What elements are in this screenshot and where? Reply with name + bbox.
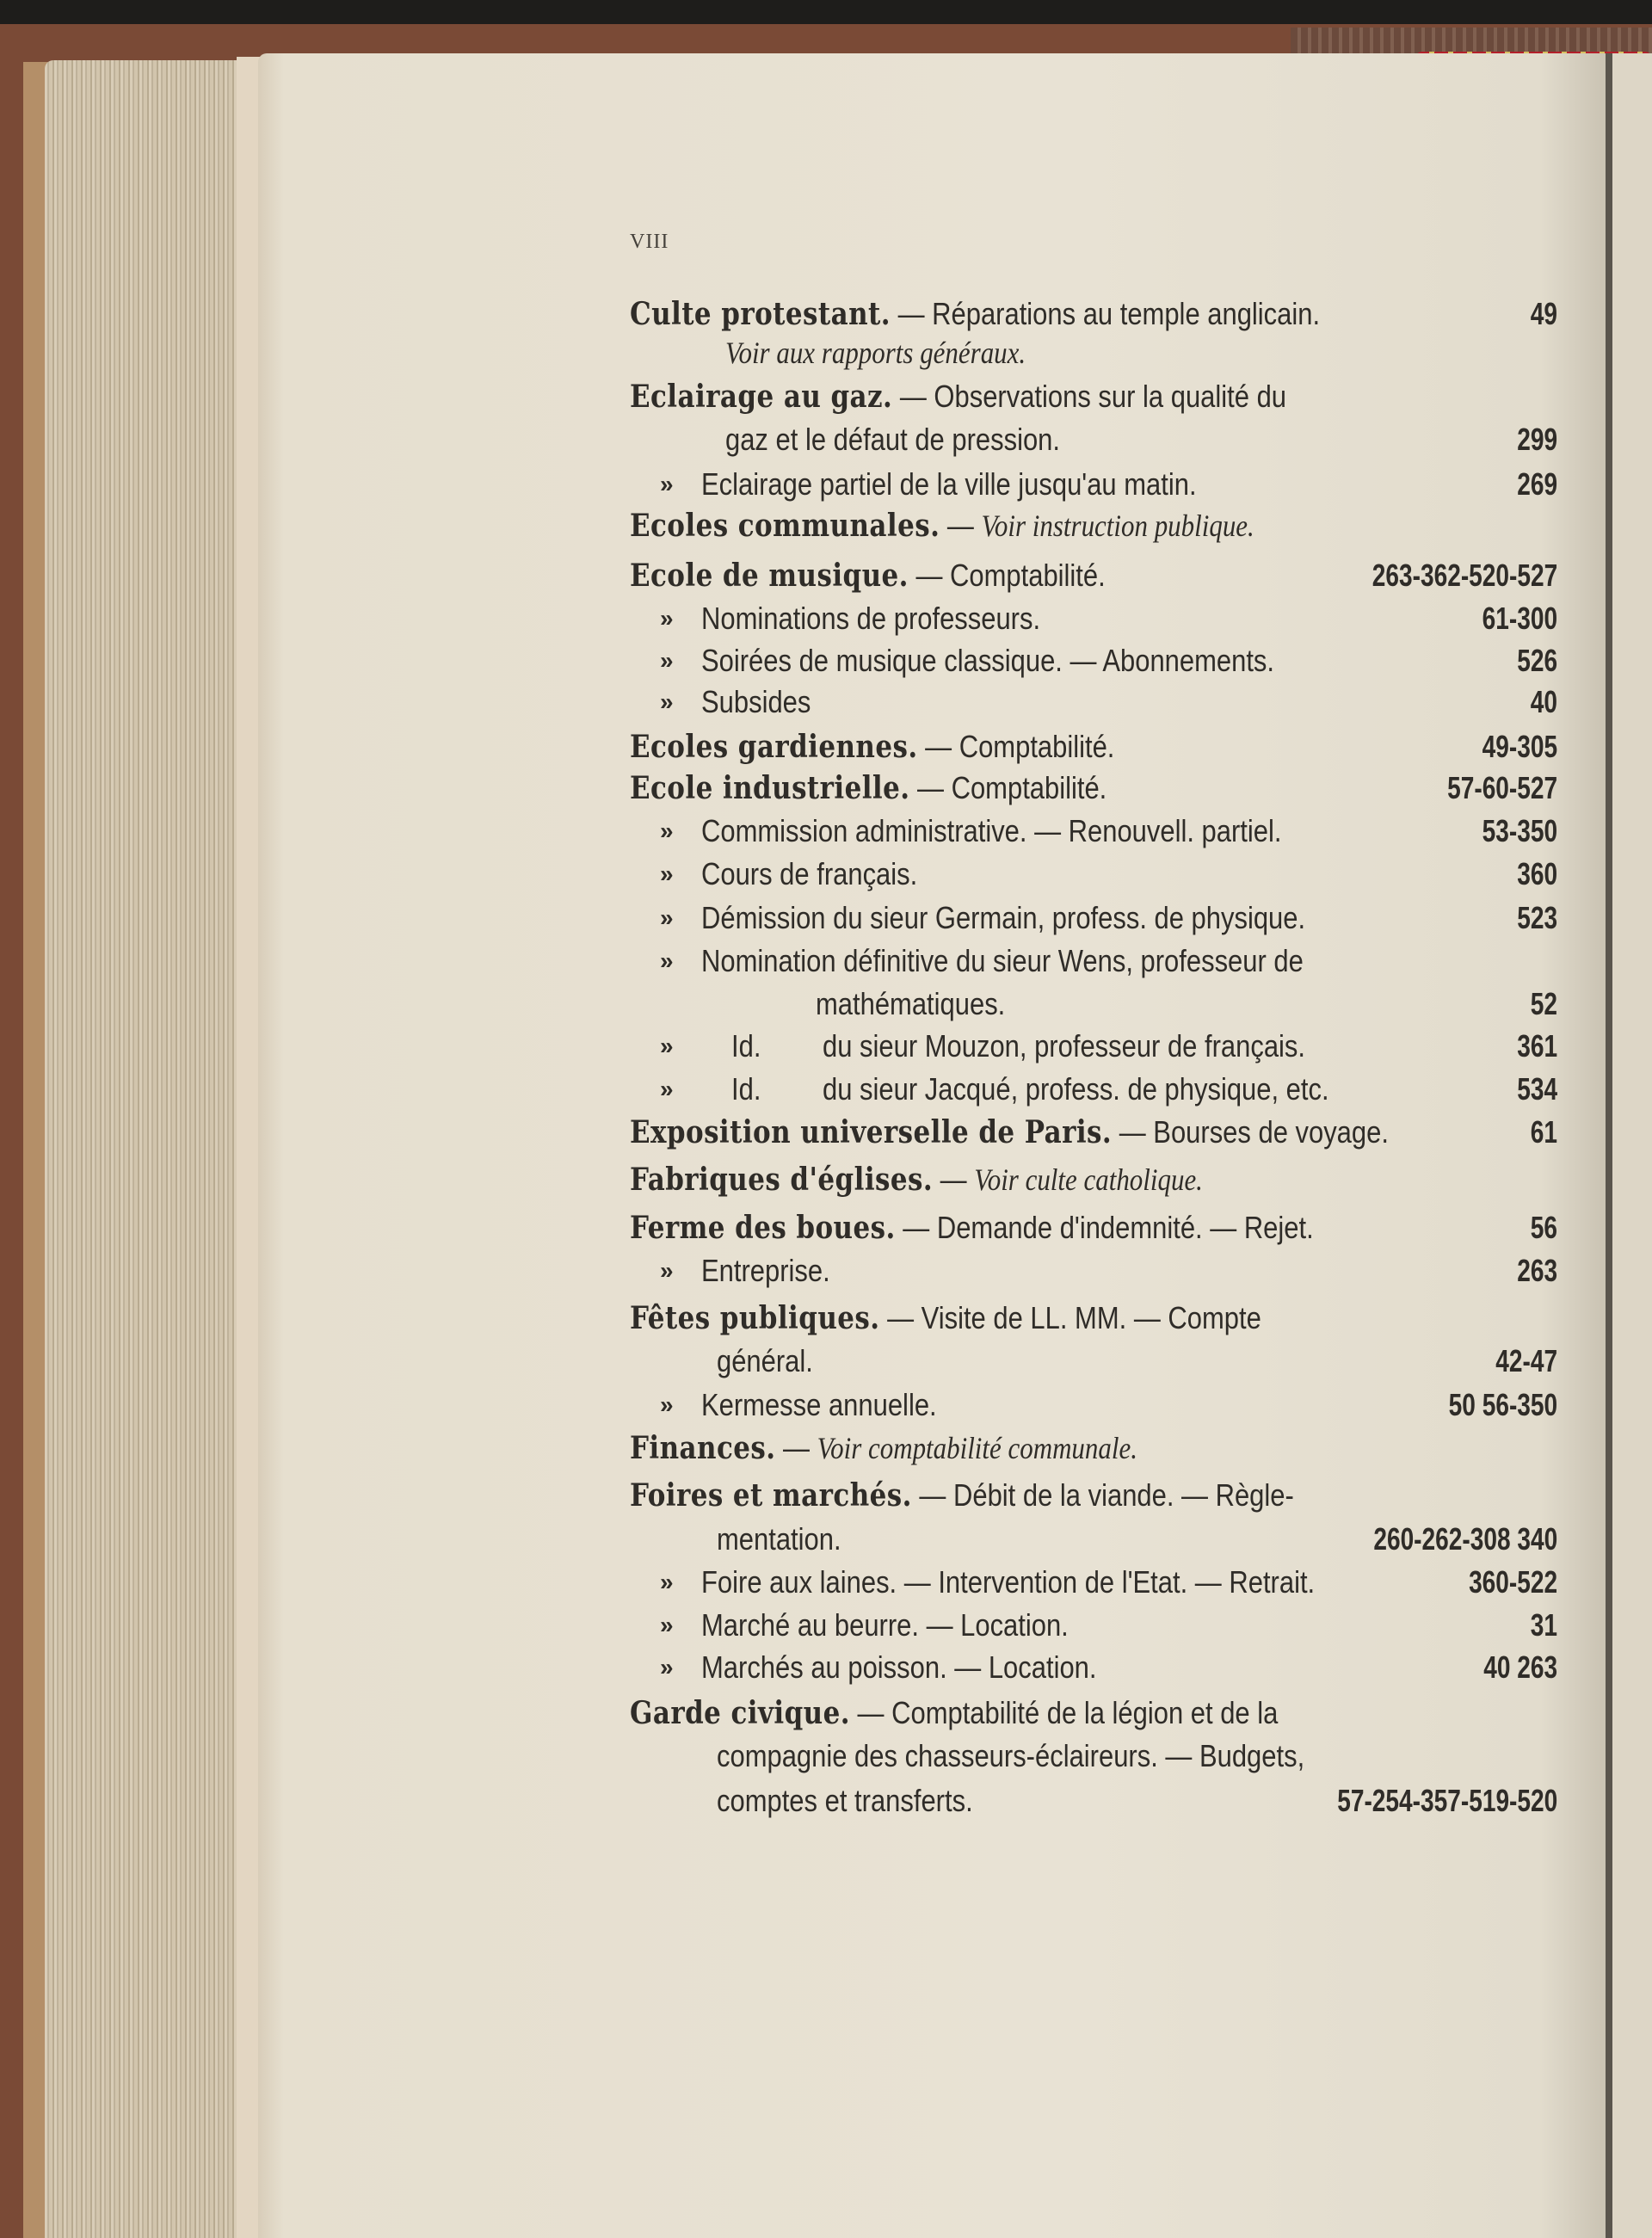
entry-heading: Ferme des boues. [630,1210,896,1246]
entry-description: Subsides [701,684,811,719]
entry-description: Eclairage partiel de la ville jusqu'au matin. [701,466,1197,502]
entry-description: Marché au beurre. — Location. [701,1607,1069,1643]
index-entry-line [0,1027,1652,1065]
entry-description: — Comptabilité. [908,558,1106,593]
entry-text [701,1649,1096,1686]
page-references: 50 56-350 [1448,1387,1557,1422]
cross-reference: Voir comptabilité communale. [817,1431,1137,1465]
index-entry-line [0,507,1652,545]
page-references: 360-522 [1468,1564,1557,1600]
entry-text [823,1027,1305,1065]
entry-description: — Bourses de voyage. [1112,1114,1389,1150]
index-entry-line [0,855,1652,893]
entry-text [701,942,1304,980]
ditto-marker: » [660,947,674,974]
page-references: 263-362-520-527 [1372,558,1557,593]
ditto-marker: » [660,1257,674,1284]
entry-description: — Visite de LL. MM. — Compte [879,1300,1261,1335]
entry-text [630,1209,1314,1247]
index-entry-line [0,295,1652,333]
page-references: 49 [1530,296,1557,331]
entry-text [701,899,1305,937]
entry-description: — Réparations au temple anglicain. [890,296,1321,331]
entry-text [630,507,1254,545]
entry-heading: Ecole industrielle. [630,770,910,806]
ditto-marker: » [660,1033,674,1059]
page-references: 53-350 [1482,813,1557,848]
scanner-top-border [0,0,1652,24]
index-entry-line [0,1113,1652,1151]
entry-text [701,600,1040,638]
page-references: 299 [1517,422,1557,457]
cross-reference: Voir aux rapports généraux. [725,336,1026,370]
entry-description: — Comptabilité. [917,729,1115,764]
entry-description: mathématiques. [816,986,1006,1021]
entry-description: comptes et transferts. [717,1783,973,1818]
index-entry-line [0,1252,1652,1290]
entry-description: Foire aux laines. — Intervention de l'Etat. — Retrait. [701,1564,1316,1600]
entry-heading: Ecoles gardiennes. [630,729,918,765]
entry-description: Commission administrative. — Renouvell. partiel. [701,813,1282,848]
index-entry-line [0,899,1652,937]
entry-description: Entreprise. [701,1253,830,1288]
ditto-marker: » [660,817,674,844]
page-references: 52 [1530,986,1557,1021]
entry-text [701,683,811,721]
entry-description: — Comptabilité de la légion et de la [849,1695,1279,1730]
entry-description: Soirées de musique classique. — Abonnements. [701,643,1275,678]
page-references: 360 [1517,856,1557,891]
ditto-marker: » [660,1612,674,1638]
index-entry-line [0,1429,1652,1467]
index-entry-line [0,812,1652,850]
ditto-marker: » [660,904,674,931]
ditto-marker: » [660,605,674,632]
cross-reference: Voir culte catholique. [974,1162,1203,1197]
index-entry-line [0,642,1652,680]
entry-text [717,1520,841,1558]
entry-text [630,1429,1137,1467]
index-entry-line [0,1161,1652,1199]
entry-text [725,334,1026,372]
entry-text [823,1070,1329,1108]
entry-description: Démission du sieur Germain, profess. de physique. [701,900,1306,935]
entry-heading: Finances. [630,1430,776,1466]
page-references: 269 [1517,466,1557,502]
index-entry-line [0,378,1652,416]
ditto-marker: » [660,471,674,497]
index-entry-line [0,1563,1652,1601]
cross-reference: Voir instruction publique. [981,509,1254,543]
entry-text [630,769,1106,807]
index-entry-line [0,1649,1652,1686]
entry-text [630,1477,1294,1514]
index-entry-line [0,1782,1652,1820]
entry-heading: Ecoles communales. [630,508,940,544]
entry-description: mentation. [717,1521,841,1557]
entry-description: — Observations sur la qualité du [892,379,1287,414]
entry-description: compagnie des chasseurs-éclaireurs. — Budgets, [717,1738,1305,1773]
index-entry-line [0,728,1652,766]
entry-description: du sieur Mouzon, professeur de français. [823,1028,1306,1064]
ditto-marker: » [660,647,674,674]
entry-text [630,1161,1203,1199]
entry-heading: Garde civique. [630,1695,850,1731]
index-entry-line [0,1477,1652,1514]
index-entry-line [0,683,1652,721]
entry-description: — Débit de la viande. — Règle- [911,1477,1294,1513]
index-entry-line [0,1694,1652,1732]
entry-text [630,295,1320,333]
ditto-marker: » [660,1569,674,1595]
entry-text [630,1113,1389,1151]
entry-text [717,1342,813,1380]
page-references: 31 [1530,1607,1557,1643]
index-entry-line [0,600,1652,638]
ditto-marker: » [660,860,674,887]
entry-heading: Fêtes publiques. [630,1300,880,1336]
index-entry-line [0,334,1652,372]
entry-text [725,421,1060,459]
index-entry-line [0,1606,1652,1644]
entry-text [701,1252,830,1290]
entry-text [630,1694,1278,1732]
page-references: 534 [1517,1071,1557,1107]
index-entry-line [0,421,1652,459]
index-entry-line [0,557,1652,595]
page-references: 61-300 [1482,601,1557,636]
page-references: 42-47 [1495,1343,1557,1378]
entry-description: — [933,1162,975,1197]
index-entry-line [0,1342,1652,1380]
entry-description: Marchés au poisson. — Location. [701,1649,1097,1685]
page-references: 526 [1517,643,1557,678]
entry-description: Nominations de professeurs. [701,601,1041,636]
entry-description: Nomination définitive du sieur Wens, professeur de [701,943,1304,978]
page-number: VIII [630,231,669,253]
page-references: 57-60-527 [1446,770,1557,805]
page-references: 56 [1530,1210,1557,1245]
idem-label: Id. [731,1028,761,1064]
page-references: 40 263 [1483,1649,1557,1685]
index-entry-line [0,1209,1652,1247]
index-entry-line [0,985,1652,1023]
entry-description: — Comptabilité. [909,770,1107,805]
page-references: 40 [1530,684,1557,719]
entry-description: — [775,1430,817,1465]
page-references: 260-262-308 340 [1373,1521,1557,1557]
entry-text [630,1299,1261,1337]
entry-text [630,728,1114,766]
entry-heading: Exposition universelle de Paris. [630,1114,1113,1150]
entry-text [630,378,1286,416]
ditto-marker: » [660,1391,674,1418]
entry-text [816,985,1005,1023]
ditto-marker: » [660,1076,674,1102]
index-entry-line [0,1520,1652,1558]
entry-heading: Fabriques d'églises. [630,1162,934,1198]
page-references: 523 [1517,900,1557,935]
entry-text [701,465,1197,503]
page-references: 49-305 [1482,729,1557,764]
entry-description: général. [717,1343,813,1378]
entry-text [630,557,1106,595]
page-references: 263 [1517,1253,1557,1288]
entry-description: gaz et le défaut de pression. [725,422,1060,457]
idem-label: Id. [731,1071,761,1107]
entry-text [701,812,1281,850]
entry-heading: Culte protestant. [630,296,891,332]
entry-description: — [940,508,982,543]
index-entry-line [0,1737,1652,1775]
entry-text [717,1737,1304,1775]
index-entry-line [0,465,1652,503]
index-entry-line [0,942,1652,980]
entry-heading: Eclairage au gaz. [630,379,893,415]
index-entry-line [0,769,1652,807]
entry-text [717,1782,973,1820]
page-references: 57-254-357-519-520 [1336,1783,1557,1818]
entry-text [701,1563,1315,1601]
page-references: 61 [1530,1114,1557,1150]
entry-heading: Ecole de musique. [630,558,909,594]
entry-description: — Demande d'indemnité. — Rejet. [895,1210,1314,1245]
index-entry-line [0,1386,1652,1424]
entry-text [701,1606,1069,1644]
index-entry-line [0,1070,1652,1108]
entry-description: Kermesse annuelle. [701,1387,937,1422]
entry-heading: Foires et marchés. [630,1477,912,1514]
ditto-marker: » [660,688,674,715]
ditto-marker: » [660,1654,674,1680]
entry-description: du sieur Jacqué, profess. de physique, etc. [823,1071,1329,1107]
index-entry-line [0,1299,1652,1337]
entry-text [701,1386,937,1424]
entry-text [701,855,917,893]
entry-description: Cours de français. [701,856,918,891]
page-references: 361 [1517,1028,1557,1064]
entry-text [701,642,1274,680]
